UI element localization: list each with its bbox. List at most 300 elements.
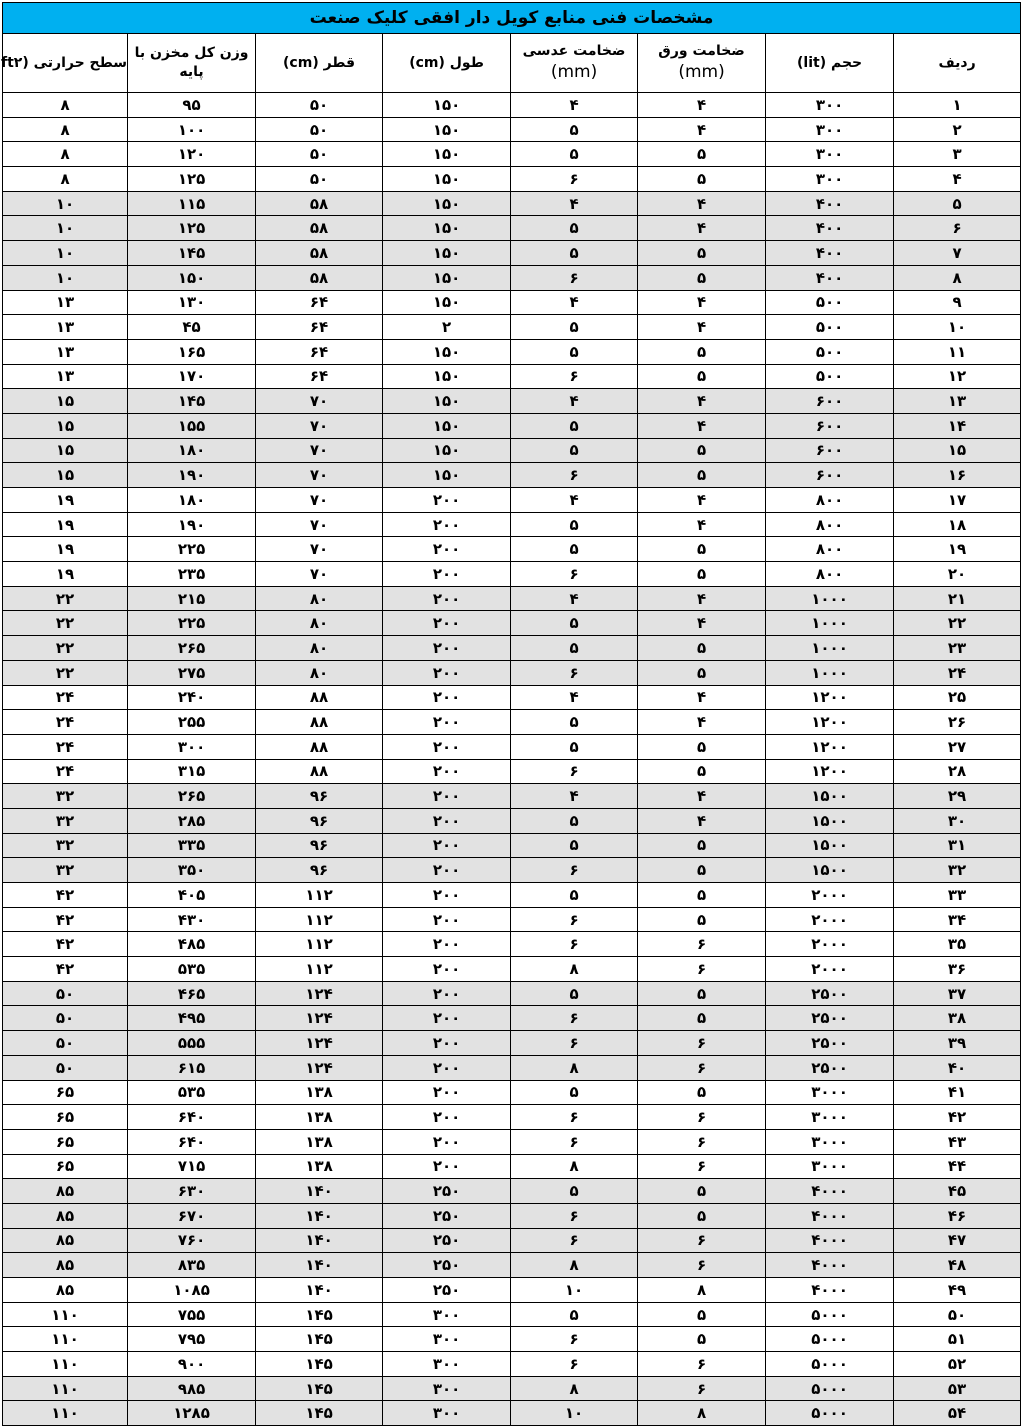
header-heat-surface: سطح حرارتی (ft۲ (3, 34, 128, 93)
cell-heat-surface: ۱۳ (3, 364, 128, 389)
cell-heat-surface: ۱۹ (3, 512, 128, 537)
cell-row-number: ۵۳ (894, 1376, 1021, 1401)
cell-heat-surface: ۱۱۰ (3, 1327, 128, 1352)
cell-sheet-thickness: ۵ (638, 883, 766, 908)
cell-lens-thickness: ۵ (511, 216, 638, 241)
cell-length: ۲۰۰ (383, 537, 511, 562)
cell-sheet-thickness: ۵ (638, 364, 766, 389)
cell-sheet-thickness: ۶ (638, 1376, 766, 1401)
table-row (3, 1006, 1021, 1031)
cell-sheet-thickness: ۵ (638, 981, 766, 1006)
cell-lens-thickness: ۵ (511, 339, 638, 364)
cell-weight: ۲۷۵ (128, 660, 256, 685)
cell-sheet-thickness: ۵ (638, 241, 766, 266)
cell-length: ۱۵۰ (383, 290, 511, 315)
cell-heat-surface: ۸۵ (3, 1253, 128, 1278)
cell-lens-thickness: ۴ (511, 685, 638, 710)
cell-heat-surface: ۲۲ (3, 660, 128, 685)
table-row (3, 1179, 1021, 1204)
table-row (3, 1352, 1021, 1377)
cell-lens-thickness: ۸ (511, 1154, 638, 1179)
cell-sheet-thickness: ۴ (638, 685, 766, 710)
cell-sheet-thickness: ۵ (638, 537, 766, 562)
table-row (3, 265, 1021, 290)
cell-weight: ۲۵۵ (128, 710, 256, 735)
cell-weight: ۶۱۵ (128, 1055, 256, 1080)
cell-diameter: ۵۰ (256, 142, 383, 167)
cell-length: ۲۰۰ (383, 981, 511, 1006)
table-row (3, 1080, 1021, 1105)
cell-lens-thickness: ۵ (511, 537, 638, 562)
cell-volume: ۳۰۰۰ (766, 1080, 894, 1105)
cell-length: ۱۵۰ (383, 167, 511, 192)
header-lens-thickness (511, 34, 638, 93)
cell-length: ۲۰۰ (383, 586, 511, 611)
cell-volume: ۱۰۰۰ (766, 636, 894, 661)
cell-sheet-thickness: ۵ (638, 1302, 766, 1327)
cell-diameter: ۱۴۰ (256, 1179, 383, 1204)
cell-volume: ۳۰۰۰ (766, 1154, 894, 1179)
cell-weight: ۶۴۰ (128, 1105, 256, 1130)
header-weight (128, 34, 256, 93)
table-row (3, 1302, 1021, 1327)
cell-sheet-thickness: ۵ (638, 858, 766, 883)
cell-volume: ۱۲۰۰ (766, 685, 894, 710)
table-row (3, 784, 1021, 809)
cell-heat-surface: ۲۴ (3, 759, 128, 784)
cell-volume: ۶۰۰ (766, 389, 894, 414)
cell-heat-surface: ۱۵ (3, 389, 128, 414)
cell-volume: ۶۰۰ (766, 463, 894, 488)
cell-lens-thickness: ۶ (511, 1129, 638, 1154)
cell-volume: ۲۰۰۰ (766, 932, 894, 957)
cell-length: ۲۵۰ (383, 1228, 511, 1253)
cell-length: ۲۰۰ (383, 1055, 511, 1080)
cell-row-number: ۳۳ (894, 883, 1021, 908)
cell-volume: ۱۵۰۰ (766, 858, 894, 883)
table-row (3, 216, 1021, 241)
cell-diameter: ۷۰ (256, 389, 383, 414)
cell-heat-surface: ۴۲ (3, 907, 128, 932)
table-row (3, 734, 1021, 759)
cell-length: ۲۰۰ (383, 1105, 511, 1130)
table-row (3, 364, 1021, 389)
cell-heat-surface: ۱۱۰ (3, 1376, 128, 1401)
table-row (3, 1031, 1021, 1056)
cell-diameter: ۱۳۸ (256, 1129, 383, 1154)
cell-sheet-thickness: ۶ (638, 1228, 766, 1253)
cell-diameter: ۶۴ (256, 315, 383, 340)
table-row (3, 290, 1021, 315)
cell-sheet-thickness: ۸ (638, 1278, 766, 1303)
cell-volume: ۴۰۰ (766, 241, 894, 266)
table-row (3, 1129, 1021, 1154)
cell-row-number: ۳۸ (894, 1006, 1021, 1031)
cell-row-number: ۲۹ (894, 784, 1021, 809)
cell-heat-surface: ۱۳ (3, 290, 128, 315)
cell-sheet-thickness: ۴ (638, 413, 766, 438)
table-row (3, 117, 1021, 142)
cell-weight: ۴۸۵ (128, 932, 256, 957)
cell-heat-surface: ۸۵ (3, 1278, 128, 1303)
table-row (3, 660, 1021, 685)
cell-length: ۱۵۰ (383, 463, 511, 488)
cell-length: ۲۰۰ (383, 858, 511, 883)
cell-row-number: ۳۷ (894, 981, 1021, 1006)
cell-diameter: ۷۰ (256, 463, 383, 488)
cell-diameter: ۹۶ (256, 858, 383, 883)
cell-diameter: ۱۴۵ (256, 1302, 383, 1327)
cell-sheet-thickness: ۵ (638, 339, 766, 364)
cell-weight: ۱۶۵ (128, 339, 256, 364)
cell-weight: ۱۵۰ (128, 265, 256, 290)
cell-volume: ۴۰۰۰ (766, 1278, 894, 1303)
cell-heat-surface: ۸ (3, 142, 128, 167)
cell-row-number: ۷ (894, 241, 1021, 266)
cell-weight: ۲۸۵ (128, 808, 256, 833)
cell-diameter: ۵۸ (256, 265, 383, 290)
cell-diameter: ۱۳۸ (256, 1080, 383, 1105)
cell-volume: ۸۰۰ (766, 562, 894, 587)
cell-heat-surface: ۱۳ (3, 315, 128, 340)
table-row (3, 1203, 1021, 1228)
table-row (3, 1228, 1021, 1253)
cell-diameter: ۱۴۵ (256, 1327, 383, 1352)
cell-lens-thickness: ۵ (511, 413, 638, 438)
header-sheet-thickness-unit: (mm) (678, 61, 725, 82)
table-row (3, 858, 1021, 883)
header-sheet-thickness (638, 34, 766, 93)
cell-volume: ۸۰۰ (766, 512, 894, 537)
cell-weight: ۱۸۰ (128, 488, 256, 513)
cell-length: ۱۵۰ (383, 413, 511, 438)
cell-row-number: ۵۴ (894, 1401, 1021, 1426)
cell-row-number: ۱۶ (894, 463, 1021, 488)
cell-volume: ۳۰۰ (766, 93, 894, 118)
cell-volume: ۲۰۰۰ (766, 907, 894, 932)
cell-length: ۳۰۰ (383, 1327, 511, 1352)
table-row (3, 1327, 1021, 1352)
cell-heat-surface: ۴۲ (3, 957, 128, 982)
cell-diameter: ۱۴۵ (256, 1352, 383, 1377)
cell-volume: ۵۰۰۰ (766, 1327, 894, 1352)
cell-lens-thickness: ۶ (511, 1031, 638, 1056)
cell-weight: ۱۸۰ (128, 438, 256, 463)
cell-sheet-thickness: ۵ (638, 1179, 766, 1204)
cell-length: ۲۰۰ (383, 932, 511, 957)
cell-lens-thickness: ۵ (511, 512, 638, 537)
header-row-number: ردیف (894, 34, 1021, 93)
cell-length: ۲۰۰ (383, 685, 511, 710)
table-row (3, 586, 1021, 611)
table-row (3, 413, 1021, 438)
cell-diameter: ۱۳۸ (256, 1105, 383, 1130)
cell-lens-thickness: ۵ (511, 117, 638, 142)
cell-lens-thickness: ۵ (511, 241, 638, 266)
specs-table (2, 2, 1021, 1426)
cell-row-number: ۱۱ (894, 339, 1021, 364)
cell-volume: ۵۰۰۰ (766, 1401, 894, 1426)
cell-row-number: ۱۲ (894, 364, 1021, 389)
cell-diameter: ۵۰ (256, 117, 383, 142)
cell-sheet-thickness: ۴ (638, 808, 766, 833)
cell-volume: ۲۵۰۰ (766, 1006, 894, 1031)
cell-length: ۱۵۰ (383, 93, 511, 118)
cell-diameter: ۱۴۵ (256, 1401, 383, 1426)
cell-heat-surface: ۵۰ (3, 1055, 128, 1080)
table-row (3, 438, 1021, 463)
cell-sheet-thickness: ۵ (638, 463, 766, 488)
cell-row-number: ۱۴ (894, 413, 1021, 438)
cell-length: ۲۰۰ (383, 808, 511, 833)
cell-diameter: ۷۰ (256, 537, 383, 562)
cell-weight: ۲۱۵ (128, 586, 256, 611)
cell-heat-surface: ۱۰ (3, 191, 128, 216)
cell-diameter: ۹۶ (256, 808, 383, 833)
cell-length: ۳۰۰ (383, 1352, 511, 1377)
cell-heat-surface: ۸ (3, 93, 128, 118)
cell-diameter: ۷۰ (256, 512, 383, 537)
cell-volume: ۸۰۰ (766, 537, 894, 562)
cell-length: ۱۵۰ (383, 241, 511, 266)
cell-row-number: ۹ (894, 290, 1021, 315)
cell-sheet-thickness: ۴ (638, 216, 766, 241)
cell-length: ۳۰۰ (383, 1401, 511, 1426)
cell-diameter: ۸۰ (256, 611, 383, 636)
cell-diameter: ۱۱۲ (256, 907, 383, 932)
cell-heat-surface: ۸۵ (3, 1179, 128, 1204)
cell-volume: ۸۰۰ (766, 488, 894, 513)
cell-length: ۲۰۰ (383, 1129, 511, 1154)
cell-length: ۲۰۰ (383, 1031, 511, 1056)
cell-sheet-thickness: ۵ (638, 759, 766, 784)
cell-row-number: ۴۸ (894, 1253, 1021, 1278)
cell-heat-surface: ۱۰ (3, 241, 128, 266)
cell-lens-thickness: ۵ (511, 883, 638, 908)
cell-lens-thickness: ۵ (511, 981, 638, 1006)
cell-lens-thickness: ۴ (511, 389, 638, 414)
cell-diameter: ۸۸ (256, 685, 383, 710)
cell-heat-surface: ۱۹ (3, 488, 128, 513)
cell-diameter: ۷۰ (256, 438, 383, 463)
cell-diameter: ۸۸ (256, 734, 383, 759)
cell-weight: ۲۶۵ (128, 636, 256, 661)
cell-row-number: ۱۷ (894, 488, 1021, 513)
cell-volume: ۳۰۰ (766, 117, 894, 142)
cell-sheet-thickness: ۶ (638, 1129, 766, 1154)
cell-volume: ۵۰۰۰ (766, 1376, 894, 1401)
cell-weight: ۱۴۵ (128, 389, 256, 414)
cell-lens-thickness: ۵ (511, 315, 638, 340)
cell-diameter: ۱۴۵ (256, 1376, 383, 1401)
cell-sheet-thickness: ۴ (638, 611, 766, 636)
cell-weight: ۷۱۵ (128, 1154, 256, 1179)
cell-length: ۱۵۰ (383, 389, 511, 414)
cell-length: ۲ (383, 315, 511, 340)
cell-row-number: ۳۰ (894, 808, 1021, 833)
cell-lens-thickness: ۵ (511, 808, 638, 833)
cell-length: ۱۵۰ (383, 216, 511, 241)
cell-weight: ۱۰۸۵ (128, 1278, 256, 1303)
cell-row-number: ۴۵ (894, 1179, 1021, 1204)
cell-volume: ۶۰۰ (766, 413, 894, 438)
cell-row-number: ۲۴ (894, 660, 1021, 685)
cell-weight: ۱۲۸۵ (128, 1401, 256, 1426)
cell-weight: ۳۳۵ (128, 833, 256, 858)
cell-lens-thickness: ۵ (511, 1080, 638, 1105)
cell-heat-surface: ۲۲ (3, 636, 128, 661)
cell-heat-surface: ۸ (3, 117, 128, 142)
cell-length: ۲۰۰ (383, 488, 511, 513)
cell-row-number: ۶ (894, 216, 1021, 241)
cell-diameter: ۱۴۰ (256, 1253, 383, 1278)
cell-weight: ۷۵۵ (128, 1302, 256, 1327)
cell-volume: ۳۰۰۰ (766, 1105, 894, 1130)
cell-heat-surface: ۲۴ (3, 685, 128, 710)
cell-row-number: ۴۳ (894, 1129, 1021, 1154)
table-row (3, 1253, 1021, 1278)
table-row (3, 907, 1021, 932)
cell-row-number: ۲۲ (894, 611, 1021, 636)
cell-heat-surface: ۵۰ (3, 981, 128, 1006)
table-row (3, 883, 1021, 908)
cell-weight: ۴۹۵ (128, 1006, 256, 1031)
cell-length: ۳۰۰ (383, 1376, 511, 1401)
header-lens-thickness-unit: (mm) (550, 61, 598, 82)
cell-sheet-thickness: ۵ (638, 660, 766, 685)
cell-row-number: ۳۴ (894, 907, 1021, 932)
cell-length: ۲۰۰ (383, 883, 511, 908)
cell-weight: ۹۵ (128, 93, 256, 118)
cell-weight: ۳۱۵ (128, 759, 256, 784)
table-row (3, 93, 1021, 118)
cell-volume: ۶۰۰ (766, 438, 894, 463)
cell-heat-surface: ۲۴ (3, 734, 128, 759)
cell-row-number: ۴۷ (894, 1228, 1021, 1253)
cell-volume: ۳۰۰۰ (766, 1129, 894, 1154)
cell-length: ۲۰۰ (383, 1080, 511, 1105)
cell-lens-thickness: ۵ (511, 1179, 638, 1204)
cell-diameter: ۵۰ (256, 167, 383, 192)
cell-lens-thickness: ۶ (511, 1352, 638, 1377)
cell-weight: ۴۶۵ (128, 981, 256, 1006)
cell-volume: ۴۰۰ (766, 216, 894, 241)
cell-lens-thickness: ۵ (511, 611, 638, 636)
cell-diameter: ۵۸ (256, 216, 383, 241)
cell-diameter: ۱۳۸ (256, 1154, 383, 1179)
cell-length: ۲۰۰ (383, 907, 511, 932)
header-sheet-thickness-label: ضخامت ورق (658, 43, 745, 60)
cell-length: ۲۰۰ (383, 512, 511, 537)
table-row (3, 339, 1021, 364)
cell-row-number: ۵ (894, 191, 1021, 216)
cell-length: ۲۰۰ (383, 784, 511, 809)
cell-sheet-thickness: ۸ (638, 1401, 766, 1426)
table-row (3, 957, 1021, 982)
cell-heat-surface: ۸ (3, 167, 128, 192)
cell-diameter: ۱۱۲ (256, 932, 383, 957)
cell-volume: ۲۰۰۰ (766, 883, 894, 908)
cell-heat-surface: ۲۴ (3, 710, 128, 735)
cell-weight: ۲۳۵ (128, 562, 256, 587)
cell-diameter: ۷۰ (256, 562, 383, 587)
cell-volume: ۱۰۰۰ (766, 611, 894, 636)
cell-heat-surface: ۶۵ (3, 1154, 128, 1179)
cell-lens-thickness: ۵ (511, 710, 638, 735)
cell-lens-thickness: ۶ (511, 759, 638, 784)
cell-length: ۱۵۰ (383, 117, 511, 142)
cell-volume: ۱۵۰۰ (766, 833, 894, 858)
cell-sheet-thickness: ۵ (638, 833, 766, 858)
cell-sheet-thickness: ۴ (638, 784, 766, 809)
cell-heat-surface: ۵۰ (3, 1006, 128, 1031)
header-diameter: قطر (cm) (256, 34, 383, 93)
table-row (3, 1154, 1021, 1179)
cell-sheet-thickness: ۴ (638, 710, 766, 735)
cell-row-number: ۳۶ (894, 957, 1021, 982)
table-row (3, 981, 1021, 1006)
cell-weight: ۸۳۵ (128, 1253, 256, 1278)
cell-length: ۲۰۰ (383, 1154, 511, 1179)
cell-heat-surface: ۱۵ (3, 463, 128, 488)
table-row (3, 537, 1021, 562)
cell-volume: ۱۵۰۰ (766, 808, 894, 833)
cell-heat-surface: ۱۰ (3, 216, 128, 241)
cell-volume: ۵۰۰ (766, 339, 894, 364)
cell-weight: ۴۵ (128, 315, 256, 340)
cell-row-number: ۲۵ (894, 685, 1021, 710)
cell-length: ۳۰۰ (383, 1302, 511, 1327)
header-weight-line2: پایه (179, 64, 204, 80)
cell-heat-surface: ۱۰ (3, 265, 128, 290)
cell-volume: ۱۲۰۰ (766, 710, 894, 735)
cell-weight: ۵۵۵ (128, 1031, 256, 1056)
cell-lens-thickness: ۶ (511, 932, 638, 957)
table-row (3, 1278, 1021, 1303)
cell-volume: ۱۲۰۰ (766, 734, 894, 759)
cell-weight: ۶۷۰ (128, 1203, 256, 1228)
cell-row-number: ۲۱ (894, 586, 1021, 611)
cell-diameter: ۶۴ (256, 290, 383, 315)
cell-weight: ۱۲۰ (128, 142, 256, 167)
cell-sheet-thickness: ۶ (638, 1154, 766, 1179)
cell-weight: ۲۲۵ (128, 537, 256, 562)
cell-row-number: ۴۱ (894, 1080, 1021, 1105)
cell-row-number: ۲۷ (894, 734, 1021, 759)
cell-volume: ۳۰۰ (766, 142, 894, 167)
cell-volume: ۲۵۰۰ (766, 1055, 894, 1080)
cell-heat-surface: ۶۵ (3, 1080, 128, 1105)
cell-lens-thickness: ۱۰ (511, 1401, 638, 1426)
cell-weight: ۱۰۰ (128, 117, 256, 142)
cell-volume: ۴۰۰۰ (766, 1228, 894, 1253)
cell-row-number: ۲۸ (894, 759, 1021, 784)
cell-volume: ۵۰۰۰ (766, 1302, 894, 1327)
cell-weight: ۵۳۵ (128, 957, 256, 982)
cell-lens-thickness: ۶ (511, 907, 638, 932)
table-row (3, 1055, 1021, 1080)
cell-heat-surface: ۱۹ (3, 537, 128, 562)
cell-row-number: ۱۸ (894, 512, 1021, 537)
cell-lens-thickness: ۶ (511, 1327, 638, 1352)
cell-lens-thickness: ۸ (511, 1376, 638, 1401)
cell-weight: ۹۰۰ (128, 1352, 256, 1377)
cell-diameter: ۱۱۲ (256, 883, 383, 908)
table-row (3, 932, 1021, 957)
cell-sheet-thickness: ۴ (638, 290, 766, 315)
cell-sheet-thickness: ۶ (638, 1031, 766, 1056)
cell-sheet-thickness: ۴ (638, 488, 766, 513)
